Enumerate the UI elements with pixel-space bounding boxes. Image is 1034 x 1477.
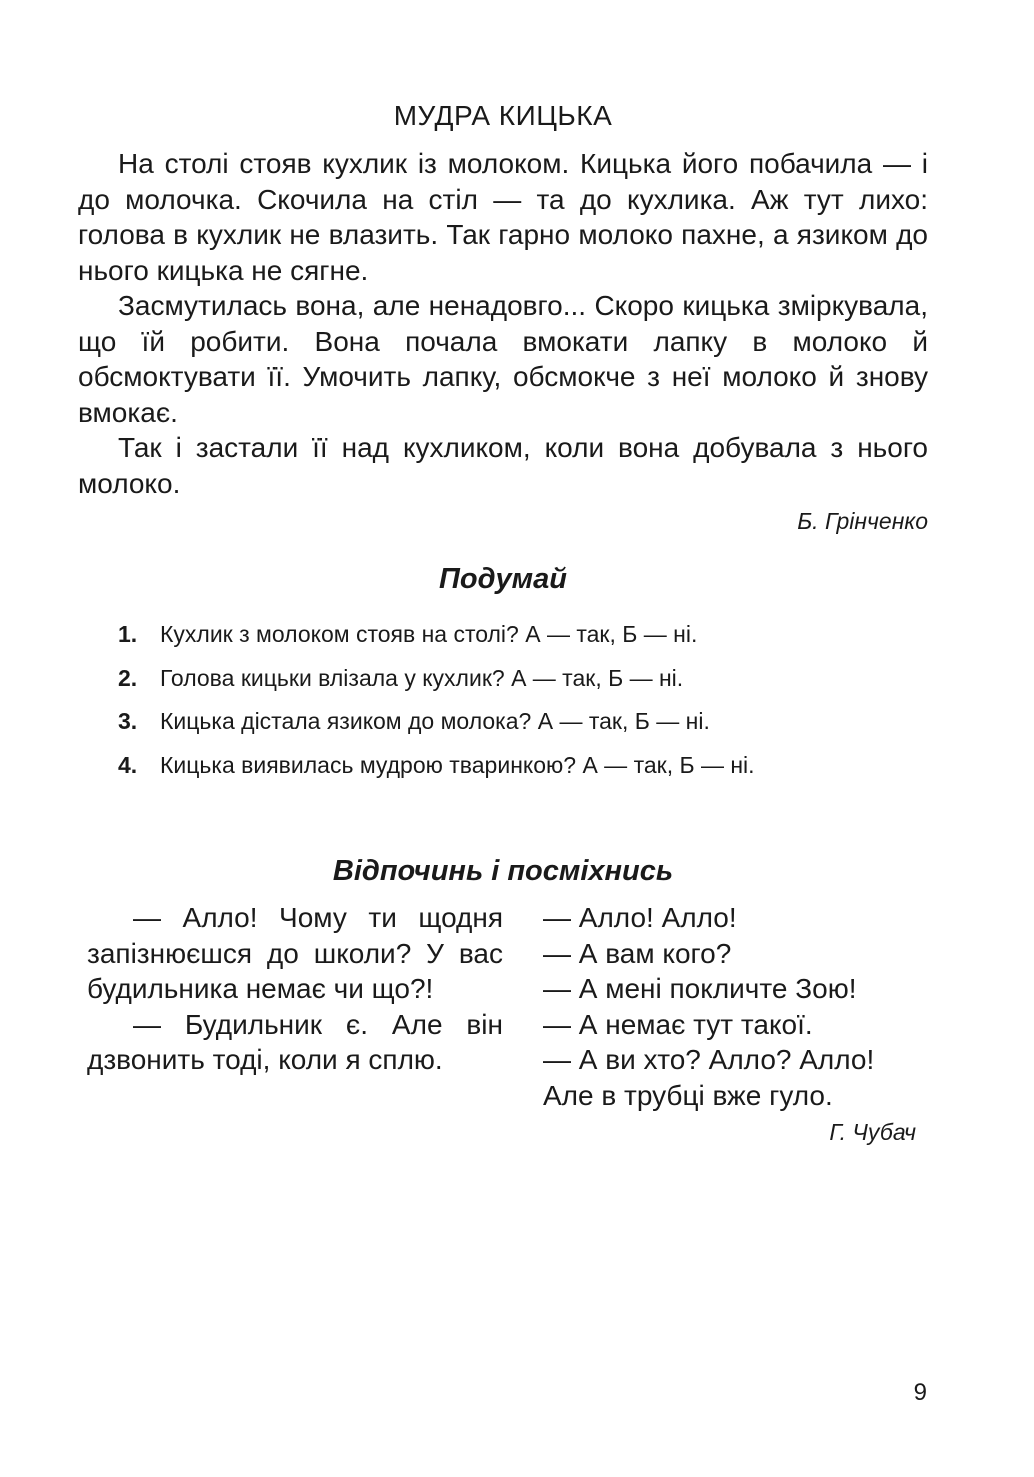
question-number: 4. [118, 751, 138, 778]
question-text: Голова кицьки влізала у кухлик? А — так, Б — ні. [160, 664, 684, 691]
story-paragraph: Засмутилась вона, але ненадовго... Скоро кицька зміркувала, що їй робити. Вона почала вмокати лапку в молоко й обсмоктувати її. Умочить лапку, обсмокче з неї молоко й знову вмокає. [78, 290, 928, 428]
joke-paragraph: — Алло! Чому ти щодня запізнюєшся до школи? У вас будильника немає чи що?! [87, 902, 503, 1004]
joke-line: — А немає тут такої. [543, 1008, 813, 1040]
question-item [118, 665, 755, 709]
joke-paragraph: — Будильник є. Але він дзвонить тоді, коли я сплю. [87, 1008, 503, 1075]
question-number: 1. [118, 621, 138, 647]
joke-line: — Алло! Алло! [543, 902, 737, 933]
story-body [78, 146, 928, 501]
joke-author: Г. Чубач [829, 1119, 916, 1145]
question-text: Кицька виявилась мудрою тваринкою? А — так, Б — ні. [160, 751, 755, 778]
question-text: Кицька дістала язиком до молока? А — так, Б — ні. [160, 708, 710, 734]
joke-left-column [87, 900, 503, 1078]
question-number: 3. [118, 708, 138, 734]
question-item [118, 708, 755, 752]
story-paragraph: Так і застали її над кухликом, коли вона добувала з нього молоко. [78, 432, 928, 499]
page-number: 9 [913, 1379, 927, 1406]
question-number: 2. [118, 664, 138, 691]
joke-line: — А вам кого? [543, 937, 732, 969]
question-item [118, 752, 755, 796]
think-section-title: Подумай [439, 563, 567, 595]
joke-line: — А мені покличте Зою! [543, 973, 857, 1004]
story-title: МУДРА КИЦЬКА [393, 100, 613, 131]
question-text: Кухлик з молоком стояв на столі? А — так, Б — ні. [160, 621, 698, 647]
rest-section-title: Відпочинь і посміхнись [332, 855, 674, 887]
story-paragraph: На столі стояв кухлик із молоком. Кицька його побачила — і до молочка. Скочила на стіл — та до кухлика. Аж тут лихо: голова в кухлик не влазить. Так гарно молоко пахне, а язиком до нього кицька не сягне. [78, 148, 928, 286]
joke-line: — А ви хто? Алло? Алло! [543, 1044, 875, 1075]
story-author: Б. Грінченко [797, 508, 928, 534]
question-list [118, 621, 755, 795]
joke-right-column [543, 900, 943, 1113]
question-item [118, 621, 755, 665]
joke-line: Але в трубці вже гуло. [543, 1079, 833, 1111]
